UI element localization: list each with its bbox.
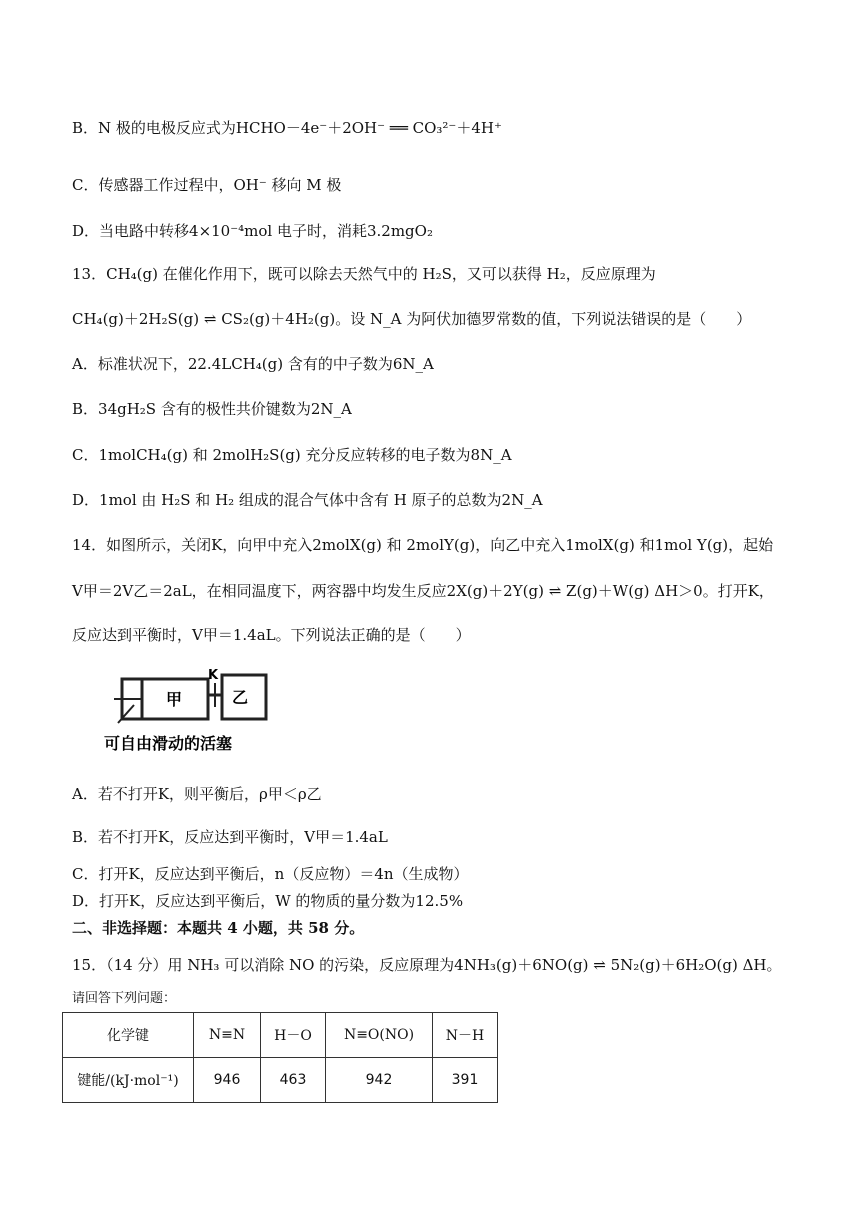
q13-option-c: C．1molCH₄(g) 和 2molH₂S(g) 充分反应转移的电子数为8N_A [72,446,512,464]
q14-stem-line2: V甲＝2V乙＝2aL，在相同温度下，两容器中均发生反应2X(g)＋2Y(g) ⇌ Z(g)＋W(g) ΔH＞0。打开K， [72,582,774,600]
section-heading: 二、非选择题：本题共 4 小题，共 58 分。 [72,919,365,937]
table-cell-bond: H－O [261,1013,326,1058]
table-cell-energy: 391 [433,1058,498,1103]
q14-option-d: D．打开K，反应达到平衡后，W 的物质的量分数为12.5% [72,892,464,910]
table-cell-bond: N－H [433,1013,498,1058]
q12-option-d: D．当电路中转移4×10⁻⁴mol 电子时，消耗3.2mgO₂ [72,222,433,240]
q15-stem-line2: 请回答下列问题： [72,991,177,1006]
label-yi: 乙 [232,688,249,707]
table-cell-energy: 946 [194,1058,261,1103]
q14-stem-line3: 反应达到平衡时，V甲＝1.4aL。下列说法正确的是（ ） [72,626,471,644]
label-jia: 甲 [166,690,183,709]
table-header-label: 化学键 [63,1013,194,1058]
q14-option-c: C．打开K，反应达到平衡后，n（反应物）＝4n（生成物） [72,865,469,883]
table-cell-bond: N≡O(NO) [326,1013,433,1058]
table-cell-bond: N≡N [194,1013,261,1058]
q13-stem-line1: 13．CH₄(g) 在催化作用下，既可以除去天然气中的 H₂S，又可以获得 H₂，反应原理为 [72,265,656,283]
q12-option-b: B．N 极的电极反应式为HCHO－4e⁻＋2OH⁻ ══ CO₃²⁻＋4H⁺ [72,119,502,137]
q12-option-c: C．传感器工作过程中，OH⁻ 移向 M 极 [72,176,342,194]
table-row-label: 键能/(kJ·mol⁻¹) [63,1058,194,1103]
table-row [63,1013,498,1058]
q13-option-d: D．1mol 由 H₂S 和 H₂ 组成的混合气体中含有 H 原子的总数为2N_A [72,491,543,509]
table-cell-energy: 463 [261,1058,326,1103]
q13-stem-line2: CH₄(g)＋2H₂S(g) ⇌ CS₂(g)＋4H₂(g)。设 N_A 为阿伏加德罗常数的值，下列说法错误的是（ ） [72,310,752,328]
q13-option-a: A．标准状况下，22.4LCH₄(g) 含有的中子数为6N_A [72,355,434,373]
q14-option-b: B．若不打开K，反应达到平衡时，V甲＝1.4aL [72,828,388,846]
table-cell-energy: 942 [326,1058,433,1103]
q13-option-b: B．34gH₂S 含有的极性共价键数为2N_A [72,400,352,418]
table-row [63,1058,498,1103]
diagram-caption: 可自由滑动的活塞 [104,734,233,753]
container-diagram-svg [104,665,280,760]
q15-stem-line1: 15．（14 分）用 NH₃ 可以消除 NO 的污染，反应原理为4NH₃(g)＋6NO(g) ⇌ 5N₂(g)＋6H₂O(g) ΔH。 [72,956,782,974]
q14-stem-line1: 14．如图所示，关闭K，向甲中充入2molX(g) 和 2molY(g)，向乙中充入1molX(g) 和1mol Y(g)，起始 [72,536,774,554]
bond-energy-table [62,1012,498,1103]
container-diagram [104,665,280,760]
label-k: K [208,668,219,683]
q14-option-a: A．若不打开K，则平衡后，ρ甲＜ρ乙 [72,785,322,803]
